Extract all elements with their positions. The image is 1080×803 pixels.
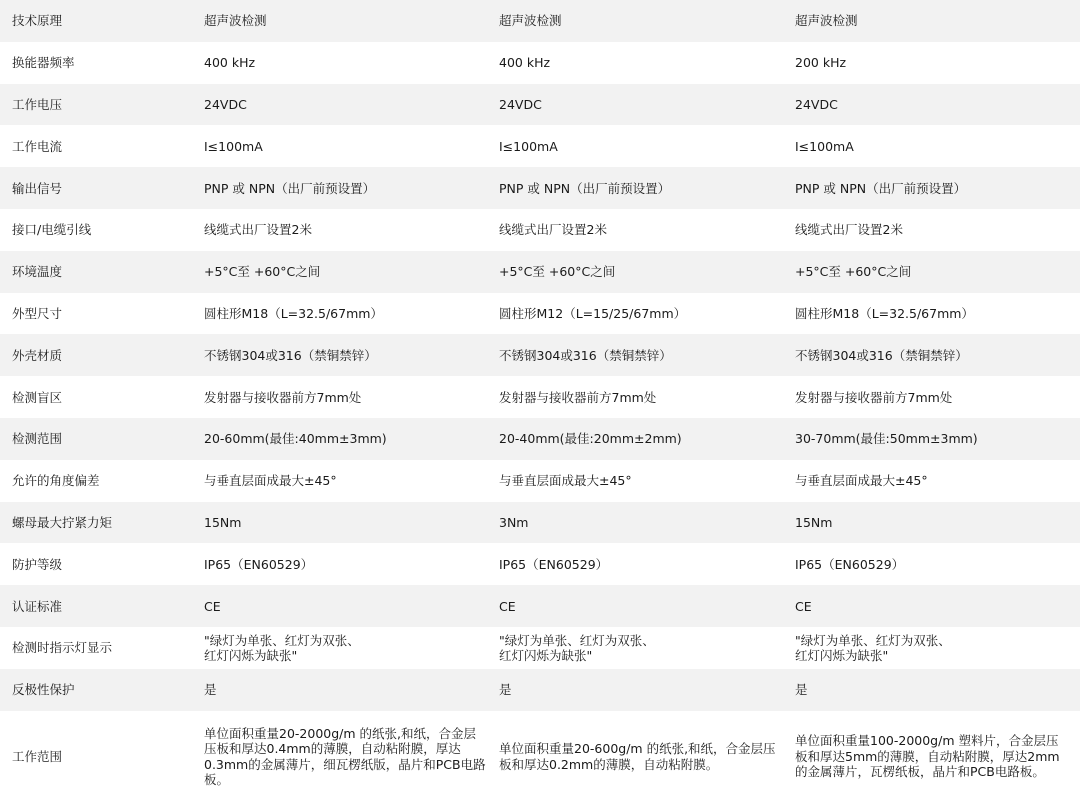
- table-row: [0, 711, 1080, 803]
- table-row: [0, 543, 1080, 585]
- cell-model-3: 发射器与接收器前方7mm处: [795, 389, 953, 405]
- cell-model-2: IP65（EN60529）: [499, 556, 609, 572]
- cell-model-3: 不锈钢304或316（禁铜禁锌）: [795, 347, 968, 363]
- row-label: 接口/电缆引线: [12, 222, 92, 238]
- cell-model-1: CE: [204, 598, 221, 614]
- cell-model-2: 发射器与接收器前方7mm处: [499, 389, 657, 405]
- row-label: 检测时指示灯显示: [12, 640, 113, 656]
- cell-model-1: "绿灯为单张、红灯为双张、 红灯闪烁为缺张": [204, 632, 360, 663]
- cell-model-2: "绿灯为单张、红灯为双张、 红灯闪烁为缺张": [499, 632, 655, 663]
- row-label: 检测盲区: [12, 389, 63, 405]
- row-label: 工作电压: [12, 96, 63, 112]
- cell-model-1: 圆柱形M18（L=32.5/67mm）: [204, 305, 383, 321]
- cell-model-3: 30-70mm(最佳:50mm±3mm): [795, 431, 978, 447]
- cell-model-3: 圆柱形M18（L=32.5/67mm）: [795, 305, 974, 321]
- cell-model-3: 是: [795, 682, 808, 698]
- cell-model-2: 单位面积重量20-600g/m 的纸张,和纸，合金层压板和厚达0.2mm的薄膜，自动粘附膜。: [499, 741, 776, 772]
- cell-model-3: 200 kHz: [795, 55, 847, 71]
- table-row: [0, 627, 1080, 669]
- row-label: 工作范围: [12, 749, 63, 765]
- cell-model-3: 24VDC: [795, 96, 838, 112]
- row-label: 认证标准: [12, 598, 63, 614]
- row-label: 允许的角度偏差: [12, 473, 100, 489]
- cell-model-2: 是: [499, 682, 512, 698]
- cell-model-1: IP65（EN60529）: [204, 556, 314, 572]
- table-row: [0, 167, 1080, 209]
- cell-model-1: 线缆式出厂设置2米: [204, 222, 312, 238]
- cell-model-2: 3Nm: [499, 514, 529, 530]
- cell-model-1: 400 kHz: [204, 55, 256, 71]
- cell-model-3: IP65（EN60529）: [795, 556, 905, 572]
- cell-model-3: "绿灯为单张、红灯为双张、 红灯闪烁为缺张": [795, 632, 951, 663]
- table-row: [0, 0, 1080, 42]
- table-row: [0, 293, 1080, 335]
- cell-model-1: I≤100mA: [204, 138, 263, 154]
- cell-model-1: 单位面积重量20-2000g/m 的纸张,和纸，合金层压板和厚达0.4mm的薄膜，自动粘附膜，厚达0.3mm的金属薄片，细瓦楞纸版，晶片和PCB电路板。: [204, 725, 486, 788]
- cell-model-2: 24VDC: [499, 96, 542, 112]
- cell-model-3: CE: [795, 598, 812, 614]
- cell-model-1: 不锈钢304或316（禁铜禁锌）: [204, 347, 377, 363]
- cell-model-2: 400 kHz: [499, 55, 551, 71]
- table-row: [0, 418, 1080, 460]
- table-row: [0, 460, 1080, 502]
- table-row: [0, 125, 1080, 167]
- cell-model-3: 15Nm: [795, 514, 833, 530]
- cell-model-1: PNP 或 NPN（出厂前预设置）: [204, 180, 376, 196]
- cell-model-2: +5°C至 +60°C之间: [499, 264, 616, 280]
- cell-model-3: +5°C至 +60°C之间: [795, 264, 912, 280]
- cell-model-1: 发射器与接收器前方7mm处: [204, 389, 362, 405]
- cell-model-1: 超声波检测: [204, 13, 267, 29]
- row-label: 外型尺寸: [12, 305, 63, 321]
- row-label: 螺母最大拧紧力矩: [12, 514, 113, 530]
- cell-model-2: 超声波检测: [499, 13, 562, 29]
- cell-model-3: 线缆式出厂设置2米: [795, 222, 903, 238]
- cell-model-2: PNP 或 NPN（出厂前预设置）: [499, 180, 671, 196]
- row-label: 工作电流: [12, 138, 63, 154]
- row-label: 换能器频率: [12, 55, 75, 71]
- cell-model-2: 与垂直层面成最大±45°: [499, 473, 632, 489]
- cell-model-1: 24VDC: [204, 96, 247, 112]
- row-label: 外壳材质: [12, 347, 63, 363]
- cell-model-1: 15Nm: [204, 514, 242, 530]
- table-row: [0, 42, 1080, 84]
- row-label: 输出信号: [12, 180, 63, 196]
- row-label: 环境温度: [12, 264, 63, 280]
- cell-model-3: 与垂直层面成最大±45°: [795, 473, 928, 489]
- table-row: [0, 251, 1080, 293]
- cell-model-2: I≤100mA: [499, 138, 558, 154]
- cell-model-2: 20-40mm(最佳:20mm±2mm): [499, 431, 682, 447]
- cell-model-3: PNP 或 NPN（出厂前预设置）: [795, 180, 967, 196]
- table-row: [0, 585, 1080, 627]
- cell-model-1: 20-60mm(最佳:40mm±3mm): [204, 431, 387, 447]
- cell-model-2: 圆柱形M12（L=15/25/67mm）: [499, 305, 687, 321]
- cell-model-2: 不锈钢304或316（禁铜禁锌）: [499, 347, 672, 363]
- row-label: 反极性保护: [12, 682, 75, 698]
- cell-model-3: 单位面积重量100-2000g/m 塑料片，合金层压板和厚达5mm的薄膜，自动粘附膜，厚达2mm的金属薄片，瓦楞纸板，晶片和PCB电路板。: [795, 733, 1060, 780]
- table-row: [0, 376, 1080, 418]
- cell-model-1: +5°C至 +60°C之间: [204, 264, 321, 280]
- cell-model-3: 超声波检测: [795, 13, 858, 29]
- row-label: 防护等级: [12, 556, 63, 572]
- table-row: [0, 669, 1080, 711]
- table-row: [0, 84, 1080, 126]
- cell-model-3: I≤100mA: [795, 138, 854, 154]
- row-label: 检测范围: [12, 431, 63, 447]
- table-row: [0, 334, 1080, 376]
- table-row: [0, 502, 1080, 544]
- table-row: [0, 209, 1080, 251]
- cell-model-1: 是: [204, 682, 217, 698]
- cell-model-1: 与垂直层面成最大±45°: [204, 473, 337, 489]
- cell-model-2: 线缆式出厂设置2米: [499, 222, 607, 238]
- cell-model-2: CE: [499, 598, 516, 614]
- row-label: 技术原理: [12, 13, 63, 29]
